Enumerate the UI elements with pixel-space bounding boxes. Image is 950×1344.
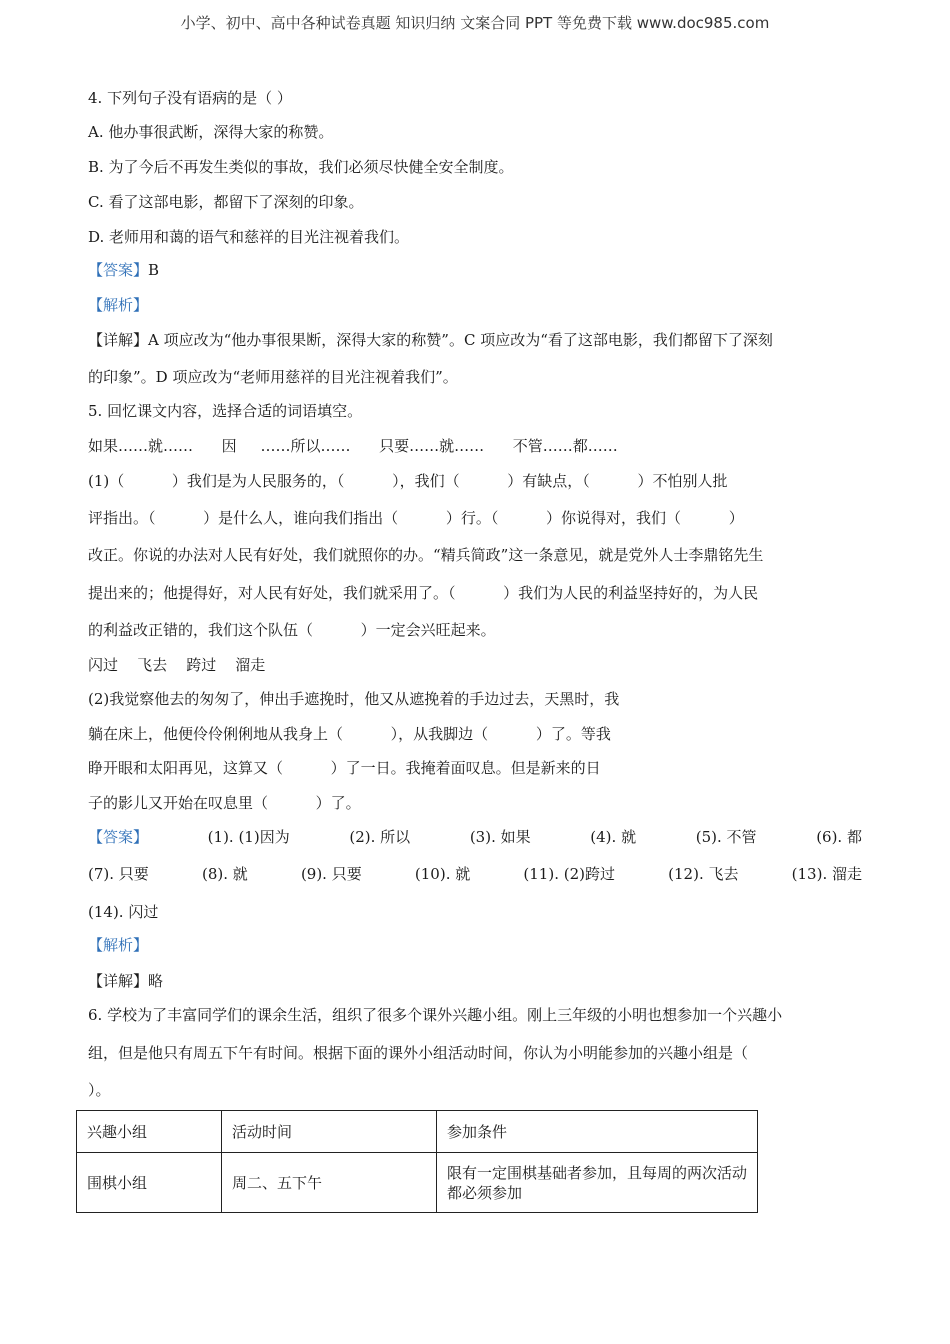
q4-answer [88,260,159,280]
answer-item: (4). 就 [590,828,637,846]
table-cell: 周二、五下午 [222,1153,437,1213]
word-option: 跨过 [186,656,217,674]
answer-item: (1). (1)因为 [207,828,290,846]
answer-tag: 【答案】 [88,261,149,279]
word-option: 因 ……所以…… [221,437,351,455]
answer-item: (6). 都 [816,828,862,846]
q5-para1-line: 评指出。（ ）是什么人，谁向我们指出（ ）行。（ ）你说得对，我们（ ） [88,509,744,527]
page-header: 小学、初中、高中各种试卷真题 知识归纳 文案合同 PPT 等免费下载 www.doc985.com [180,14,770,32]
q4-option-a: A. 他办事很武断，深得大家的称赞。 [88,123,334,141]
table-header-cell: 活动时间 [222,1111,437,1153]
table-header-cell: 兴趣小组 [77,1111,222,1153]
q5-para2-line: 睁开眼和太阳再见，这算又（ ）了一日。我掩着面叹息。但是新来的日 [88,759,601,777]
answer-item: (12). 飞去 [668,865,739,883]
answer-item: (7). 只要 [88,865,149,883]
q5-para2-line: 子的影儿又开始在叹息里（ ）了。 [88,794,361,812]
q4-answer-value: B [148,261,160,279]
table-row [77,1153,758,1213]
q5-para1-line: 的利益改正错的，我们这个队伍（ ）一定会兴旺起来。 [88,621,496,639]
q5-answers-row2 [88,864,862,884]
table-cell: 限有一定围棋基础者参加，且每周的两次活动都必须参加 [437,1153,758,1213]
detail-tag: 【详解】 [88,972,149,990]
q6-stem-line: ）。 [88,1081,111,1099]
q5-answers-row1 [88,827,862,847]
q4-detail-text: A 项应改为“他办事很果断，深得大家的称赞”。C 项应改为“看了这部电影，我们都留下了深刻 [148,331,773,349]
table-header-row [77,1111,758,1153]
answer-item: (2). 所以 [349,828,411,846]
q5-word-bank-1 [88,436,618,456]
q5-detail-text: 略 [148,972,164,990]
table-cell: 围棋小组 [77,1153,222,1213]
table-header-cell: 参加条件 [437,1111,758,1153]
answer-item: (11). (2)跨过 [523,865,615,883]
q4-option-c: C. 看了这部电影，都留下了深刻的印象。 [88,193,364,211]
q4-detail-line2: 的印象”。D 项应改为“老师用慈祥的目光注视着我们”。 [88,368,458,386]
q5-word-bank-2 [88,655,265,675]
answer-tag: 【答案】 [88,828,149,846]
answer-item: (9). 只要 [300,865,362,883]
q6-stem-line: 组，但是他只有周五下午有时间。根据下面的课外小组活动时间，你认为小明能参加的兴趣小组是（ [88,1044,749,1062]
q5-para1-line: 提出来的；他提得好，对人民有好处，我们就采用了。（ ）我们为人民的利益坚持好的，为人民 [88,584,759,602]
activity-table [76,1110,758,1213]
q4-option-d: D. 老师用和蔼的语气和慈祥的目光注视着我们。 [88,228,410,246]
answer-item: (10). 就 [414,865,471,883]
q5-analysis-tag: 【解析】 [88,936,149,954]
word-option: 如果……就…… [88,437,194,455]
q4-stem: 4. 下列句子没有语病的是（ ） [88,89,292,107]
q5-para2-line: 躺在床上，他便伶伶俐俐地从我身上（ ），从我脚边（ ）了。等我 [88,725,611,743]
q5-para1-line: 改正。你说的办法对人民有好处，我们就照你的办。“精兵简政”这一条意见，就是党外人士李鼎铭先生 [88,546,764,564]
q5-para1-line: (1)（ ）我们是为人民服务的，（ ），我们（ ）有缺点，（ ）不怕别人批 [88,472,728,490]
q4-option-b: B. 为了今后不再发生类似的事故，我们必须尽快健全安全制度。 [88,158,514,176]
q5-detail [88,971,163,991]
detail-tag: 【详解】 [88,331,149,349]
word-option: 不管……都…… [512,437,618,455]
q4-analysis-tag: 【解析】 [88,296,149,314]
answer-item: (3). 如果 [469,828,531,846]
word-option: 只要……就…… [379,437,485,455]
q6-stem-line: 6. 学校为了丰富同学们的课余生活，组织了很多个课外兴趣小组。刚上三年级的小明也想参加一个兴趣小 [88,1006,783,1024]
answer-item: (13). 溜走 [791,865,862,883]
answer-item: (8). 就 [201,865,248,883]
answer-item: (5). 不管 [695,828,757,846]
q5-answers-row3: (14). 闪过 [88,903,159,921]
word-option: 飞去 [137,656,168,674]
q5-stem: 5. 回忆课文内容，选择合适的词语填空。 [88,402,363,420]
word-option: 溜走 [235,656,266,674]
q4-detail-line1 [88,330,773,350]
q5-para2-line: (2)我觉察他去的匆匆了，伸出手遮挽时，他又从遮挽着的手边过去，天黑时，我 [88,690,620,708]
word-option: 闪过 [88,656,119,674]
